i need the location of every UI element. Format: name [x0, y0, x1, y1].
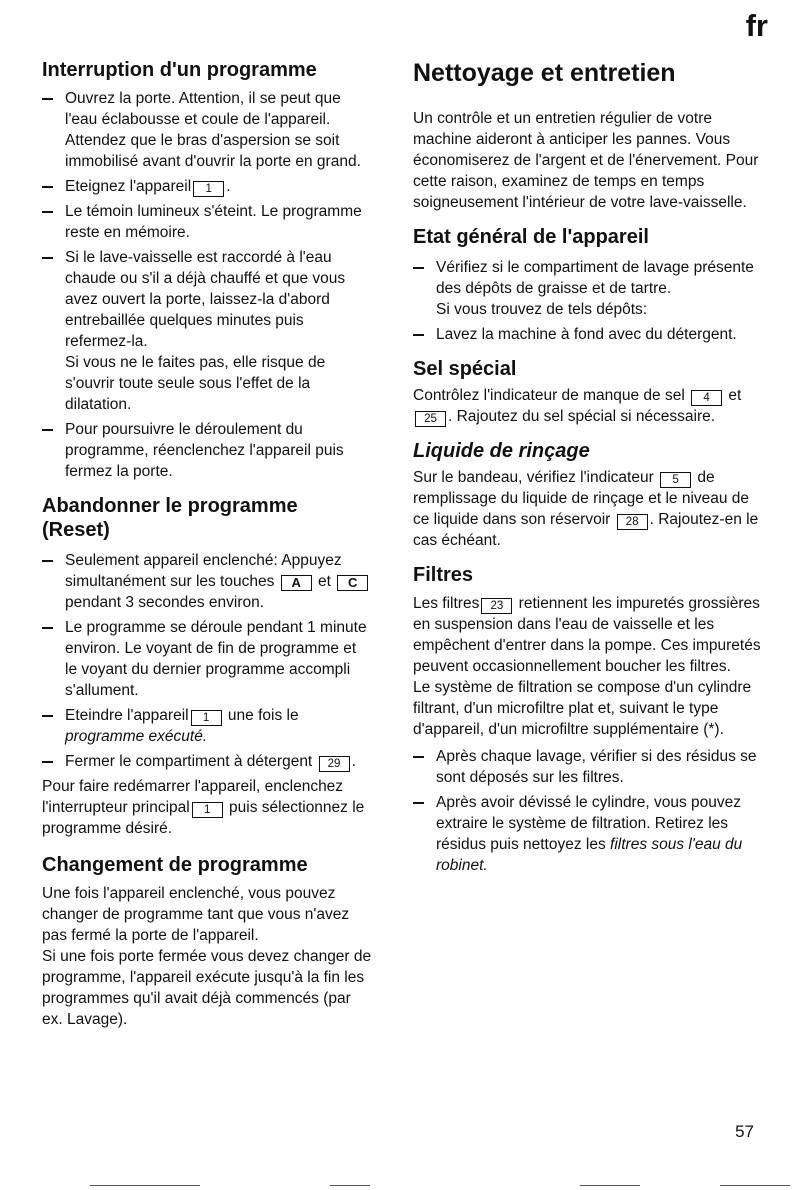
heading-etat: Etat général de l'appareil — [413, 226, 649, 248]
list-item: Vérifiez si le compartiment de lavage présente des dépôts de graisse et de tartre. Si vous trouvez de tels dépôts: — [413, 257, 763, 320]
heading-rincage: Liquide de rinçage — [413, 440, 590, 462]
heading-interruption: Interruption d'un programme — [42, 59, 317, 81]
scan-line — [580, 1185, 640, 1186]
list-item: Si le lave-vaisselle est raccordé à l'eau chaude ou s'il a déjà chauffé et que vous avez ouvert la porte, laissez-la d'abord entrebaillée quelques minutes puis refermez-la. Si vous ne le faites pas, elle risque de s'ouvrir toute seule sous l'effet de la dilatation. — [42, 247, 372, 415]
list-item: Seulement appareil enclenché: Appuyez simultanément sur les touches A et C pendant 3 secondes environ. — [42, 550, 372, 613]
key-symbol: A — [281, 575, 312, 591]
heading-changement: Changement de programme — [42, 854, 308, 876]
interruption-list — [42, 88, 372, 482]
section-etat — [413, 225, 763, 345]
paragraph: Une fois l'appareil enclenché, vous pouvez changer de programme tant que vous n'avez pas fermé la porte de l'appareil. — [42, 885, 350, 944]
filtres-list — [413, 746, 763, 876]
scan-line — [330, 1185, 370, 1186]
key-symbol: 1 — [193, 181, 224, 197]
list-item: Le témoin lumineux s'éteint. Le programme reste en mémoire. — [42, 201, 372, 243]
key-symbol: 28 — [617, 514, 648, 530]
right-column — [413, 58, 763, 880]
paragraph: Le système de filtration se compose d'un cylindre filtrant, d'un microfiltre plat et, suivant le type d'appareil, d'un microfiltre supplémentaire (*). — [413, 679, 752, 738]
paragraph: Les filtres 23 retiennent les impuretés grossières en suspension dans l'eau de vaisselle et les empêchent d'entrer dans la pompe. Ces impuretés peuvent occasionnellement boucher les filtres. — [413, 595, 761, 675]
list-item: Fermer le compartiment à détergent 29 . — [42, 751, 372, 772]
key-symbol: 1 — [191, 710, 222, 726]
list-item: Lavez la machine à fond avec du détergent. — [413, 324, 763, 345]
list-item: Après chaque lavage, vérifier si des résidus se sont déposés sur les filtres. — [413, 746, 763, 788]
left-column — [42, 58, 372, 1030]
reset-after-text: Pour faire redémarrer l'appareil, enclenchez l'interrupteur principal 1 puis sélectionnez le programme désiré. — [42, 778, 365, 837]
language-tag: fr — [745, 8, 768, 43]
reset-list — [42, 550, 372, 772]
scan-line — [720, 1185, 790, 1186]
heading-filtres: Filtres — [413, 564, 474, 586]
list-item: Eteindre l'appareil 1 une fois le programme exécuté. — [42, 705, 372, 747]
key-symbol: 23 — [481, 598, 512, 614]
key-symbol: 29 — [319, 756, 350, 772]
section-filtres — [413, 563, 763, 876]
key-symbol: 4 — [691, 390, 722, 406]
section-rincage — [413, 439, 763, 551]
key-symbol: C — [337, 575, 368, 591]
section-sel — [413, 357, 763, 427]
paragraph: Un contrôle et un entretien régulier de votre machine aideront à anticiper les pannes. Vous économiserez de l'argent et de l'énervement. Pour cette raison, examinez de temps en temps soigneusement l'intérieur de votre lave-vaisselle. — [413, 110, 759, 211]
paragraph: Contrôlez l'indicateur de manque de sel 4 et25 . Rajoutez du sel spécial si nécessaire. — [413, 387, 742, 425]
section-reset — [42, 494, 372, 839]
list-item: Après avoir dévissé le cylindre, vous pouvez extraire le système de filtration. Retirez les résidus puis nettoyez les filtres sous l'eau du robinet. — [413, 792, 763, 876]
scan-line — [90, 1185, 200, 1186]
list-item: Ouvrez la porte. Attention, il se peut que l'eau éclabousse et coule de l'appareil. Attendez que le bras d'aspersion se soit immobilisé avant d'ouvrir la porte en grand. — [42, 88, 372, 172]
key-symbol: 5 — [660, 472, 691, 488]
paragraph: Si une fois porte fermée vous devez changer de programme, l'appareil exécute jusqu'à la fin les programmes qu'il avait déjà commencés (par ex. Lavage). — [42, 948, 372, 1028]
section-interruption — [42, 58, 372, 482]
section-nettoyage — [413, 58, 763, 213]
heading-sel: Sel spécial — [413, 358, 517, 380]
list-item: Eteignez l'appareil 1 . — [42, 176, 372, 197]
etat-list — [413, 257, 763, 345]
paragraph: Sur le bandeau, vérifiez l'indicateur 5 de remplissage du liquide de rinçage et le niveau de ce liquide dans son réservoir 28 . Rajoutez-en le cas échéant. — [413, 469, 759, 549]
page-number: 57 — [735, 1122, 754, 1141]
heading-nettoyage: Nettoyage et entretien — [413, 59, 676, 87]
key-symbol: 25 — [415, 411, 446, 427]
heading-reset: Abandonner le programme (Reset) — [42, 495, 298, 541]
list-item: Le programme se déroule pendant 1 minute environ. Le voyant de fin de programme et le voyant du dernier programme accompli s'allument. — [42, 617, 372, 701]
section-changement — [42, 853, 372, 1030]
list-item: Pour poursuivre le déroulement du programme, réenclenchez l'appareil puis fermez la porte. — [42, 419, 372, 482]
key-symbol: 1 — [192, 802, 223, 818]
